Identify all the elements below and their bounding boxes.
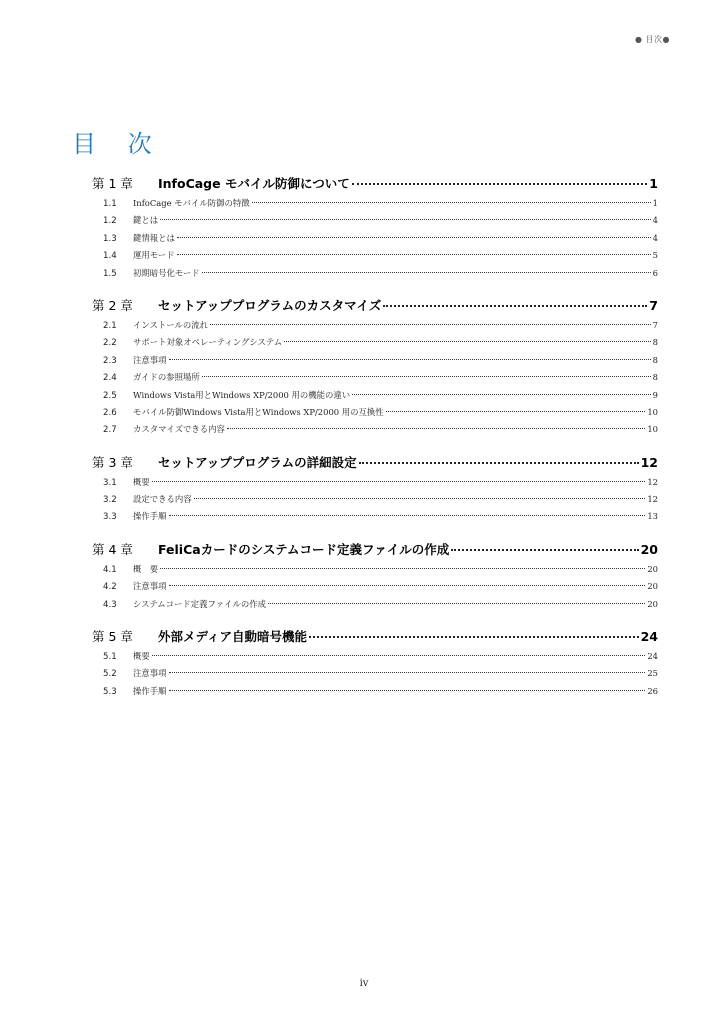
section-entry[interactable]: [92, 267, 658, 284]
section-number: 2.5: [103, 390, 117, 401]
dot-leader: [227, 428, 645, 429]
section-title: ガイドの参照場所: [133, 372, 200, 383]
section-number: 2.2: [103, 338, 117, 349]
chapter-page-number: 7: [649, 297, 658, 313]
section-page-number: 7: [652, 319, 658, 330]
section-entry[interactable]: [92, 371, 658, 388]
dot-leader: [169, 515, 646, 516]
dot-leader: [210, 324, 651, 325]
table-of-contents: [92, 174, 658, 714]
toc-chapter: [92, 453, 658, 528]
chapter-entry[interactable]: [92, 174, 658, 194]
page-title: 目 次: [72, 130, 164, 158]
chapter-entry[interactable]: [92, 296, 658, 316]
section-title: カスタマイズできる内容: [133, 424, 225, 435]
chapter-entry[interactable]: [92, 453, 658, 473]
section-entry[interactable]: [92, 423, 658, 440]
section-entry[interactable]: [92, 336, 658, 353]
section-title: 注意事項: [133, 581, 167, 592]
dot-leader: [202, 376, 651, 377]
chapter-title: InfoCage モバイル防御について: [158, 176, 350, 191]
section-page-number: 8: [652, 372, 658, 383]
section-title: 鍵とは: [133, 215, 159, 226]
dot-leader: [284, 341, 651, 342]
section-entry[interactable]: [92, 580, 658, 597]
section-title: サポート対象オペレーティングシステム: [133, 337, 283, 348]
section-title: 鍵情報とは: [133, 232, 175, 243]
dot-leader: [194, 498, 646, 499]
section-number: 5.3: [103, 686, 117, 697]
section-number: 3.2: [103, 495, 117, 506]
section-page-number: 20: [647, 563, 658, 574]
section-number: 1.5: [103, 268, 117, 279]
dot-leader: [359, 462, 639, 464]
section-number: 4.3: [103, 599, 117, 610]
dot-leader: [169, 672, 646, 673]
section-page-number: 13: [647, 511, 658, 522]
toc-chapter: [92, 627, 658, 702]
section-entry[interactable]: [92, 319, 658, 336]
section-number: 1.4: [103, 251, 117, 262]
section-number: 1.3: [103, 233, 117, 244]
section-page-number: 10: [647, 424, 658, 435]
chapter-page-number: 24: [640, 629, 658, 645]
chapter-page-number: 20: [640, 541, 658, 557]
dot-leader: [160, 568, 645, 569]
section-entry[interactable]: [92, 249, 658, 266]
section-title: 操作手順: [133, 685, 167, 696]
chapter-number: 第 2 章: [92, 297, 133, 313]
section-title: 操作手順: [133, 511, 167, 522]
dot-leader: [152, 481, 646, 482]
toc-chapter: [92, 540, 658, 615]
section-entry[interactable]: [92, 685, 658, 702]
section-number: 2.6: [103, 407, 117, 418]
section-page-number: 26: [647, 685, 658, 696]
section-page-number: 1: [652, 198, 658, 208]
section-title: 概要: [133, 476, 150, 487]
dot-leader: [160, 219, 651, 220]
section-page-number: 6: [652, 267, 658, 278]
section-entry[interactable]: [92, 354, 658, 371]
section-entry[interactable]: [92, 214, 658, 231]
section-entry[interactable]: [92, 667, 658, 684]
section-page-number: 20: [647, 581, 658, 592]
toc-chapter: [92, 174, 658, 284]
section-entry[interactable]: [92, 197, 658, 214]
section-title: 概 要: [133, 563, 159, 574]
dot-leader: [309, 636, 639, 638]
section-page-number: 12: [647, 476, 658, 487]
section-number: 1.2: [103, 216, 117, 227]
section-title: システムコード定義ファイルの作成: [133, 598, 266, 609]
section-page-number: 25: [647, 668, 658, 679]
dot-leader: [386, 411, 646, 412]
dot-leader: [383, 305, 647, 307]
section-number: 5.1: [103, 652, 117, 663]
running-header: ● 目次●: [634, 35, 670, 44]
section-title: 初期暗号化モード: [133, 267, 200, 278]
chapter-page-number: 12: [640, 454, 658, 470]
chapter-number: 第 3 章: [92, 454, 133, 470]
page-number: iv: [359, 978, 369, 989]
dot-leader: [169, 585, 646, 586]
section-entry[interactable]: [92, 493, 658, 510]
dot-leader: [451, 549, 638, 551]
section-number: 2.7: [103, 425, 117, 436]
section-entry[interactable]: [92, 476, 658, 493]
section-number: 2.4: [103, 373, 117, 384]
section-entry[interactable]: [92, 406, 658, 423]
section-number: 1.1: [103, 199, 117, 209]
chapter-number: 第 4 章: [92, 541, 133, 557]
section-entry[interactable]: [92, 510, 658, 527]
dot-leader: [169, 690, 646, 691]
section-number: 3.1: [103, 477, 117, 488]
section-number: 4.2: [103, 582, 117, 593]
section-title: 注意事項: [133, 354, 167, 365]
chapter-title: セットアッププログラムの詳細設定: [158, 454, 357, 470]
section-title: Windows Vista用とWindows XP/2000 用の機能の違い: [133, 389, 351, 400]
section-entry[interactable]: [92, 598, 658, 615]
chapter-title: FeliCaカードのシステムコード定義ファイルの作成: [158, 541, 450, 557]
dot-leader: [177, 254, 651, 255]
section-number: 2.1: [103, 320, 117, 331]
section-title: モバイル防御Windows Vista用とWindows XP/2000 用の互換性: [133, 406, 384, 417]
chapter-number: 第 1 章: [92, 176, 133, 191]
section-page-number: 8: [652, 337, 658, 348]
section-number: 3.3: [103, 512, 117, 523]
section-title: 注意事項: [133, 668, 167, 679]
section-number: 5.2: [103, 669, 117, 680]
chapter-entry[interactable]: [92, 540, 658, 560]
chapter-title: 外部メディア自動暗号機能: [158, 629, 308, 645]
section-title: 設定できる内容: [133, 494, 192, 505]
section-page-number: 12: [647, 494, 658, 505]
dot-leader: [169, 359, 651, 360]
dot-leader: [152, 655, 646, 656]
section-page-number: 24: [647, 651, 658, 662]
section-number: 2.3: [103, 355, 117, 366]
section-page-number: 8: [652, 354, 658, 365]
chapter-number: 第 5 章: [92, 629, 133, 645]
section-page-number: 4: [652, 232, 658, 243]
section-page-number: 4: [652, 215, 658, 226]
section-page-number: 20: [647, 598, 658, 609]
dot-leader: [202, 272, 651, 273]
dot-leader: [352, 183, 648, 185]
section-title: 概要: [133, 651, 150, 662]
dot-leader: [352, 394, 651, 395]
section-page-number: 9: [652, 389, 658, 400]
section-entry[interactable]: [92, 650, 658, 667]
chapter-page-number: 1: [649, 176, 658, 191]
section-number: 4.1: [103, 564, 117, 575]
section-page-number: 10: [647, 406, 658, 417]
section-entry[interactable]: [92, 563, 658, 580]
chapter-title: セットアッププログラムのカスタマイズ: [158, 297, 382, 313]
chapter-entry[interactable]: [92, 627, 658, 647]
section-title: インストールの流れ: [133, 319, 208, 330]
section-title: InfoCage モバイル防御の特徴: [133, 198, 250, 208]
dot-leader: [268, 603, 645, 604]
section-entry[interactable]: [92, 232, 658, 249]
dot-leader: [252, 202, 651, 203]
toc-chapter: [92, 296, 658, 441]
section-title: 運用モード: [133, 250, 175, 261]
section-entry[interactable]: [92, 389, 658, 406]
dot-leader: [177, 237, 651, 238]
section-page-number: 5: [652, 250, 658, 261]
